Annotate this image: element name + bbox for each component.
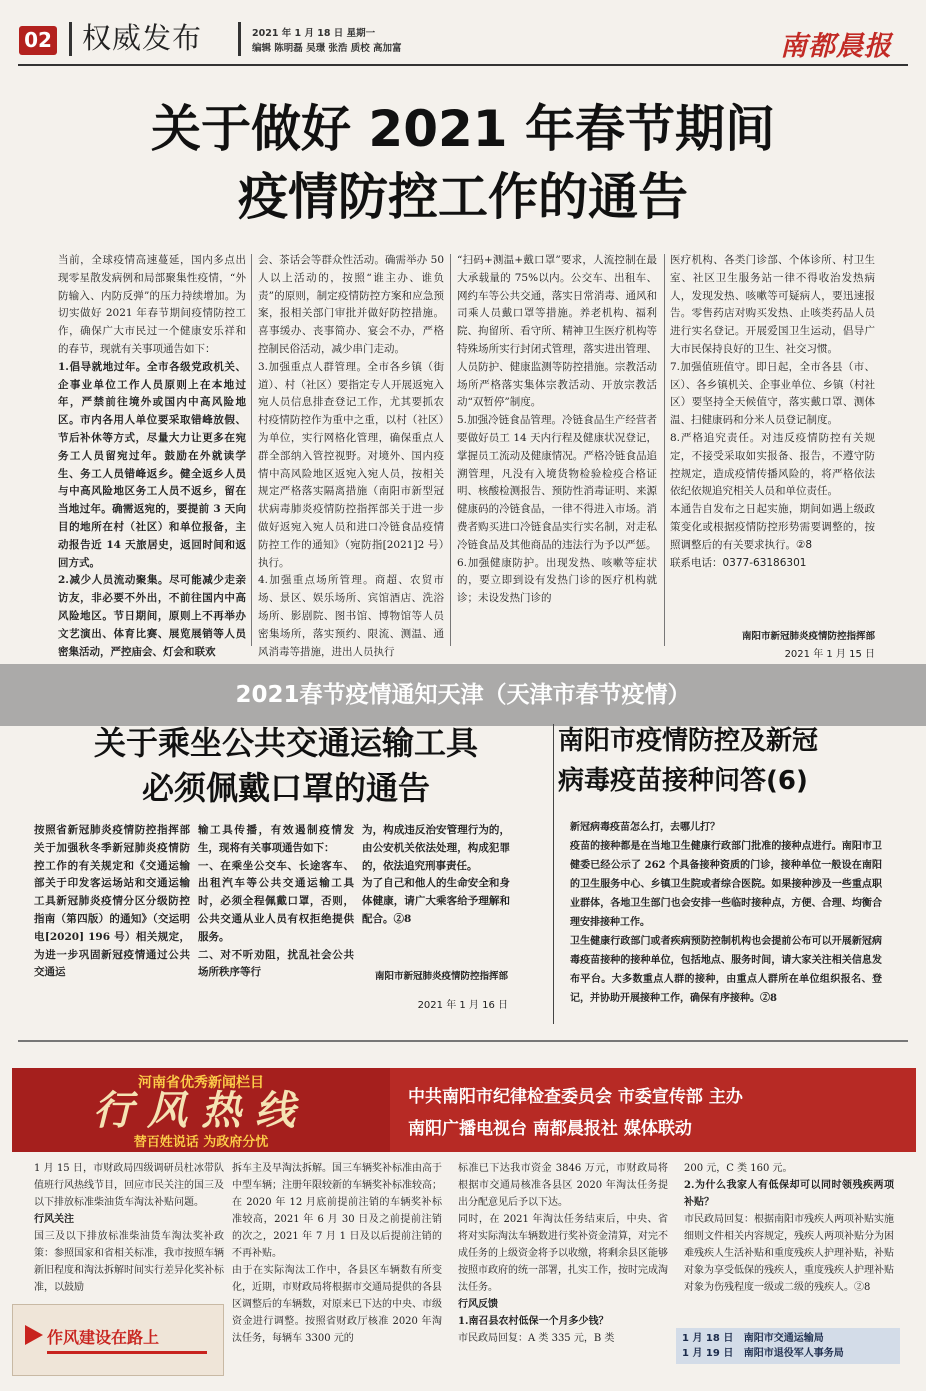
editors-line: 编辑 陈明磊 吴璟 张浩 质校 高加富 [252,43,402,54]
header-rule [18,64,908,66]
main-notice-column-1 [58,252,246,658]
banner-text: 2021春节疫情通知天津（天津市春节疫情） [235,682,691,708]
banner-top-label: 河南省优秀新闻栏目 [138,1075,264,1091]
banner-org-line1: 中共南阳市纪律检查委员会 市委宣传部 主办 [408,1087,743,1107]
paragraph: 市民政局回复：A 类 335 元，B 类 [458,1333,615,1344]
flag-icon [25,1325,43,1345]
mask-notice-date: 2021 年 1 月 16 日 [417,1000,508,1011]
schedule-unit: 南阳市退役军人事务局 [743,1348,844,1359]
section-title: 权威发布 [82,21,203,55]
subheading: 行风反馈 [458,1299,498,1310]
qa-title-line1: 南阳市疫情防控及新冠 [558,726,819,756]
paragraph: 由于在实际淘汰工作中，各县区车辆数有所变化，近期，市财政局将根据市交通局提供的各县区调整后的车辆数，对原来已下达的中央、市级资金进行调整。按照省财政厅核准 2020 年淘汰任务，每辆车 3300 元的 [232,1265,442,1344]
paragraph: 输工具传播，有效遏制疫情发生，现将有关事项通告如下： [198,824,354,854]
bottom-column-2 [232,1160,442,1380]
paragraph: 本通告自发布之日起实施，期间如遇上级政策变化或根据疫情防控形势需要调整的，按照调整后的有关要求执行。②8 [670,503,875,551]
question: 1.南召县农村低保一个月多少钱？ [458,1316,609,1327]
promo-underline [47,1351,207,1354]
paragraph: 二、对不听劝阻，扰乱社会公共场所秩序等行 [198,948,354,979]
paragraph: 市民政局回复：根据南阳市残疾人两项补贴实施细则文件相关内容规定，残疾人两项补贴分为困难残疾人生活补贴和重度残疾人护理补贴，补贴对象为享受低保的残疾人，重度残疾人护理补贴对象为伤残程度一级或二级的残疾人。②8 [684,1214,894,1293]
contact-phone: 联系电话：0377-63186301 [670,556,807,569]
paragraph: 5.加强冷链食品管理。冷链食品生产经营者要做好员工 14 天内行程及健康状况登记，掌握员工流动及健康情况。严格冷链食品追溯管理，凡没有入境货物检验检疫合格证明、核酸检测报告、预防性消毒证明、来源健康码的冷链食品，一律不得进入市场。消费者购买进口冷链食品实行实名制，对走私冷链食品及其他商品的违法行为予以严惩。 [457,414,657,551]
banner-calligraphy: 行风热线 [93,1087,309,1134]
subheading: 行风关注 [34,1214,74,1225]
paragraph: 4.加强重点场所管理。商超、农贸市场、景区、娱乐场所、宾馆酒店、洗浴场所、影剧院、图书馆、博物馆等人员密集场所，落实预约、限流、测温、通风消毒等措施，进出人员执行 [258,574,444,658]
paragraph: 1.倡导就地过年。全市各级党政机关、企事业单位工作人员原则上在本地过年，严禁前往境外或国内中高风险地区。市内各用人单位要采取错峰放假、节后补休等方式，尽量大力让更多在宛务工人员留宛过年。鼓励在外就读学生、务工人员错峰返乡。健全返乡人员与中高风险地区务工人员不返乡，留在当地过年。确需返宛的，要提前 3 天向目的地所在村（社区）和单位报备，主动报告近 14 天旅居史，返回时间和返回方式。 [58,360,246,569]
promo-slogan: 作风建设在路上 [47,1328,160,1347]
main-notice-column-3 [457,252,657,647]
date-line: 2021 年 1 月 18 日 星期一 [252,28,376,39]
bottom-column-3 [458,1160,668,1380]
banner-org-line2: 南阳广播电视台 南都晨报社 媒体联动 [408,1119,692,1139]
schedule-date: 1 月 19 日 [682,1348,734,1359]
paragraph: “扫码+测温+戴口罩”要求，人流控制在最大承载量的 75%以内。公交车、出租车、网约车等公共交通，落实日常消毒、通风和司乘人员戴口罩等措施。养老机构、福利院、拘留所、看守所、精神卫生医疗机构等特殊场所实行封闭式管理，落实进出管理、人员防护、健康监测等防控措施。宗教活动场所严格落实集体宗教活动、开放宗教活动“双暂停”制度。 [457,254,657,409]
section-divider [553,724,554,1024]
paragraph: 1 月 15 日，市财政局四级调研员杜冰带队值班行风热线节目，回应市民关注的国三及以下排放标准柴油货车淘汰补贴问题。 [34,1163,224,1208]
paragraph: 7.加强值班值守。即日起，全市各县（市、区）、各乡镇机关、企事业单位、乡镇（村社区）要坚持全天候值守，落实戴口罩、测体温、扫健康码和分米人员登记制度。 [670,360,875,427]
schedule-unit: 南阳市交通运输局 [743,1333,824,1344]
main-notice-column-4 [670,252,875,624]
main-notice-signature: 南阳市新冠肺炎疫情防控指挥部 [741,631,875,642]
schedule-row [682,1346,844,1361]
schedule-row [682,1331,824,1346]
paragraph: 6.加强健康防护。出现发热、咳嗽等症状的，要立即到设有发热门诊的医疗机构就诊；未设发热门诊的 [457,556,657,605]
paragraph: 拆车主及早淘汰拆解。国三车辆奖补标准由高于中型车辆；注册年限较新的车辆奖补标准较高；在 2020 年 12 月底前提前注销的车辆奖补标准较高，2021 年 6 月 30 日及之前提前注销的次之，2021 年 7 月 1 日及以后提前注销的不再补贴。 [232,1163,442,1259]
title-banner [0,664,926,726]
page-number: 02 [19,26,57,55]
paragraph: 按照省新冠肺炎疫情防控指挥部关于加强秋冬季新冠肺炎疫情防控工作的有关规定和《交通运输部关于印发客运场站和交通运输工具新冠肺炎疫情分区分级防控指南（第四版）的通知》（交运明电[2020] 196 号）相关规定，为进一步巩固新冠疫情通过公共交通运 [34,824,190,979]
paragraph: 200 元，C 类 160 元。 [684,1163,793,1174]
column-banner [12,1068,916,1152]
mask-notice-title-line2: 必须佩戴口罩的通告 [141,769,430,807]
paragraph: 2.减少人员流动聚集。尽可能减少走亲访友，非必要不外出，不前往国内中高风险地区。节日期间，原则上不再举办文艺演出、体育比赛、展览展销等人员密集活动，严控庙会、灯会和联欢 [58,574,246,658]
header-divider-2 [238,22,241,56]
paragraph: 会、茶话会等群众性活动。确需举办 50 人以上活动的，按照“谁主办、谁负责”的原则，制定疫情防控方案和应急预案，报相关部门审批并做好防控措施。喜事缓办、丧事简办、宴会不办，严格控制民俗活动，减少串门走动。 [258,254,444,355]
banner-slogan: 替百姓说话 为政府分忧 [133,1135,269,1150]
column-divider [664,254,665,646]
promo-box [12,1304,224,1376]
masthead-logo: 南都晨报 [780,31,892,62]
mask-notice-signature: 南阳市新冠肺炎疫情防控指挥部 [374,971,508,982]
section-rule [18,1040,908,1042]
paragraph: 3.加强重点人群管理。全市各乡镇（街道）、村（社区）要指定专人开展返宛入宛人员信息排查登记工作，尤其要抓农村疫情防控作为重中之重，以村（社区）为单位，实行网格化管理，确保重点人群全部纳入管控视野。对境外、国内疫情中高风险地区返宛入宛人员，按相关规定严格落实隔离措施（南阳市新型冠状病毒肺炎疫情防控指挥部关于进一步做好返宛入宛人员和进口冷链食品疫情防控工作的通知》（宛防指[2021]2 号）执行。 [258,360,444,569]
qa-title-line2: 病毒疫苗接种问答(6) [558,766,808,796]
main-notice-date: 2021 年 1 月 15 日 [784,649,875,660]
paragraph: 当前，全球疫情高速蔓延，国内多点出现零星散发病例和局部聚集性疫情，“外防输入、内防反弹”的压力持续增加。为切实做好 2021 年春节期间疫情防控工作，确保广大市民过一个健康安乐祥和的春节，现就有关事项通告如下： [58,254,246,355]
main-notice-column-2 [258,252,444,658]
paragraph: 医疗机构、各类门诊部、个体诊所、村卫生室、社区卫生服务站一律不得收治发热病人，发现发热、咳嗽等可疑病人，要迅速报告。零售药店对购买发热、止咳类药品人员进行实名登记。开展爱国卫生运动，倡导广大市民保持良好的卫生、社交习惯。 [670,254,875,355]
bottom-column-4 [684,1160,894,1326]
schedule-date: 1 月 18 日 [682,1333,734,1344]
schedule-box [676,1328,900,1364]
paragraph: 同时，在 2021 年淘汰任务结束后，中央、省将对实际淘汰车辆数进行奖补资金清算，对完不成任务的上级资金将予以收缴，将剩余县区能够按照市政府的统一部署，扎实工作，按时完成淘汰任务。 [458,1214,668,1293]
question: 2.为什么我家人有低保却可以同时领残疾两项补贴？ [684,1180,894,1208]
paragraph: 卫生健康行政部门或者疾病预防控制机构也会提前公布可以开展新冠病毒疫苗接种的接种单位，包括地点、服务时间，请大家关注相关信息发布平台。大多数重点人群的接种，由重点人群所在单位组织报名、登记，并协助开展接种工作，确保有序接种。②8 [570,936,882,1004]
header-divider [69,22,72,56]
bottom-column-1 [34,1160,224,1292]
main-notice-title-line2: 疫情防控工作的通告 [238,168,688,226]
paragraph: 为了自己和他人的生命安全和身体健康，请广大乘客给予理解和配合。②8 [362,877,510,925]
page-header [0,0,926,66]
paragraph: 国三及以下排放标准柴油货车淘汰奖补政策：参照国家和省相关标准，我市按照车辆新旧程度和淘汰拆解时间实行差异化奖补标准，以鼓励 [34,1231,224,1293]
qa-body [570,818,882,1028]
paragraph: 8.严格追究责任。对违反疫情防控有关规定，不接受采取如实报备、报告，不遵守防控规定，造成疫情传播风险的，将严格依法依纪依规追究相关人员和单位责任。 [670,431,875,498]
mask-notice-column-3 [362,822,510,972]
paragraph: 疫苗的接种都是在当地卫生健康行政部门批准的接种点进行。南阳市卫健委已经公示了 262 个具备接种资质的门诊，接种单位一般设在南阳的卫生服务中心、乡镇卫生院或者综合医院。如果接种涉及一些重点职业群体，各地卫生部门也会安排一些临时接种点，方便、合理、均衡合理安排接种工作。 [570,841,882,928]
column-divider [450,254,451,646]
mask-notice-column-1 [34,822,190,1027]
paragraph: 标准已下达我市资金 3846 万元，市财政局将根据市交通局核准各县区 2020 年淘汰任务提出分配意见后予以下达。 [458,1163,668,1208]
paragraph: 一、在乘坐公交车、长途客车、出租汽车等公共交通运输工具时，必须全程佩戴口罩，否则，公共交通从业人员有权拒绝提供服务。 [198,859,354,943]
qa-question: 新冠病毒疫苗怎么打，去哪儿打？ [570,822,720,833]
mask-notice-title-line2: 关于乘坐公共交通运输工具 [93,724,478,762]
column-divider [251,254,252,646]
banner-left-panel [12,1068,390,1152]
mask-notice-column-2 [198,822,354,1027]
main-notice-title-line1: 关于做好 2021 年春节期间 [151,100,775,158]
paragraph: 为，构成违反治安管理行为的，由公安机关依法处理，构成犯罪的，依法追究刑事责任。 [362,824,510,872]
